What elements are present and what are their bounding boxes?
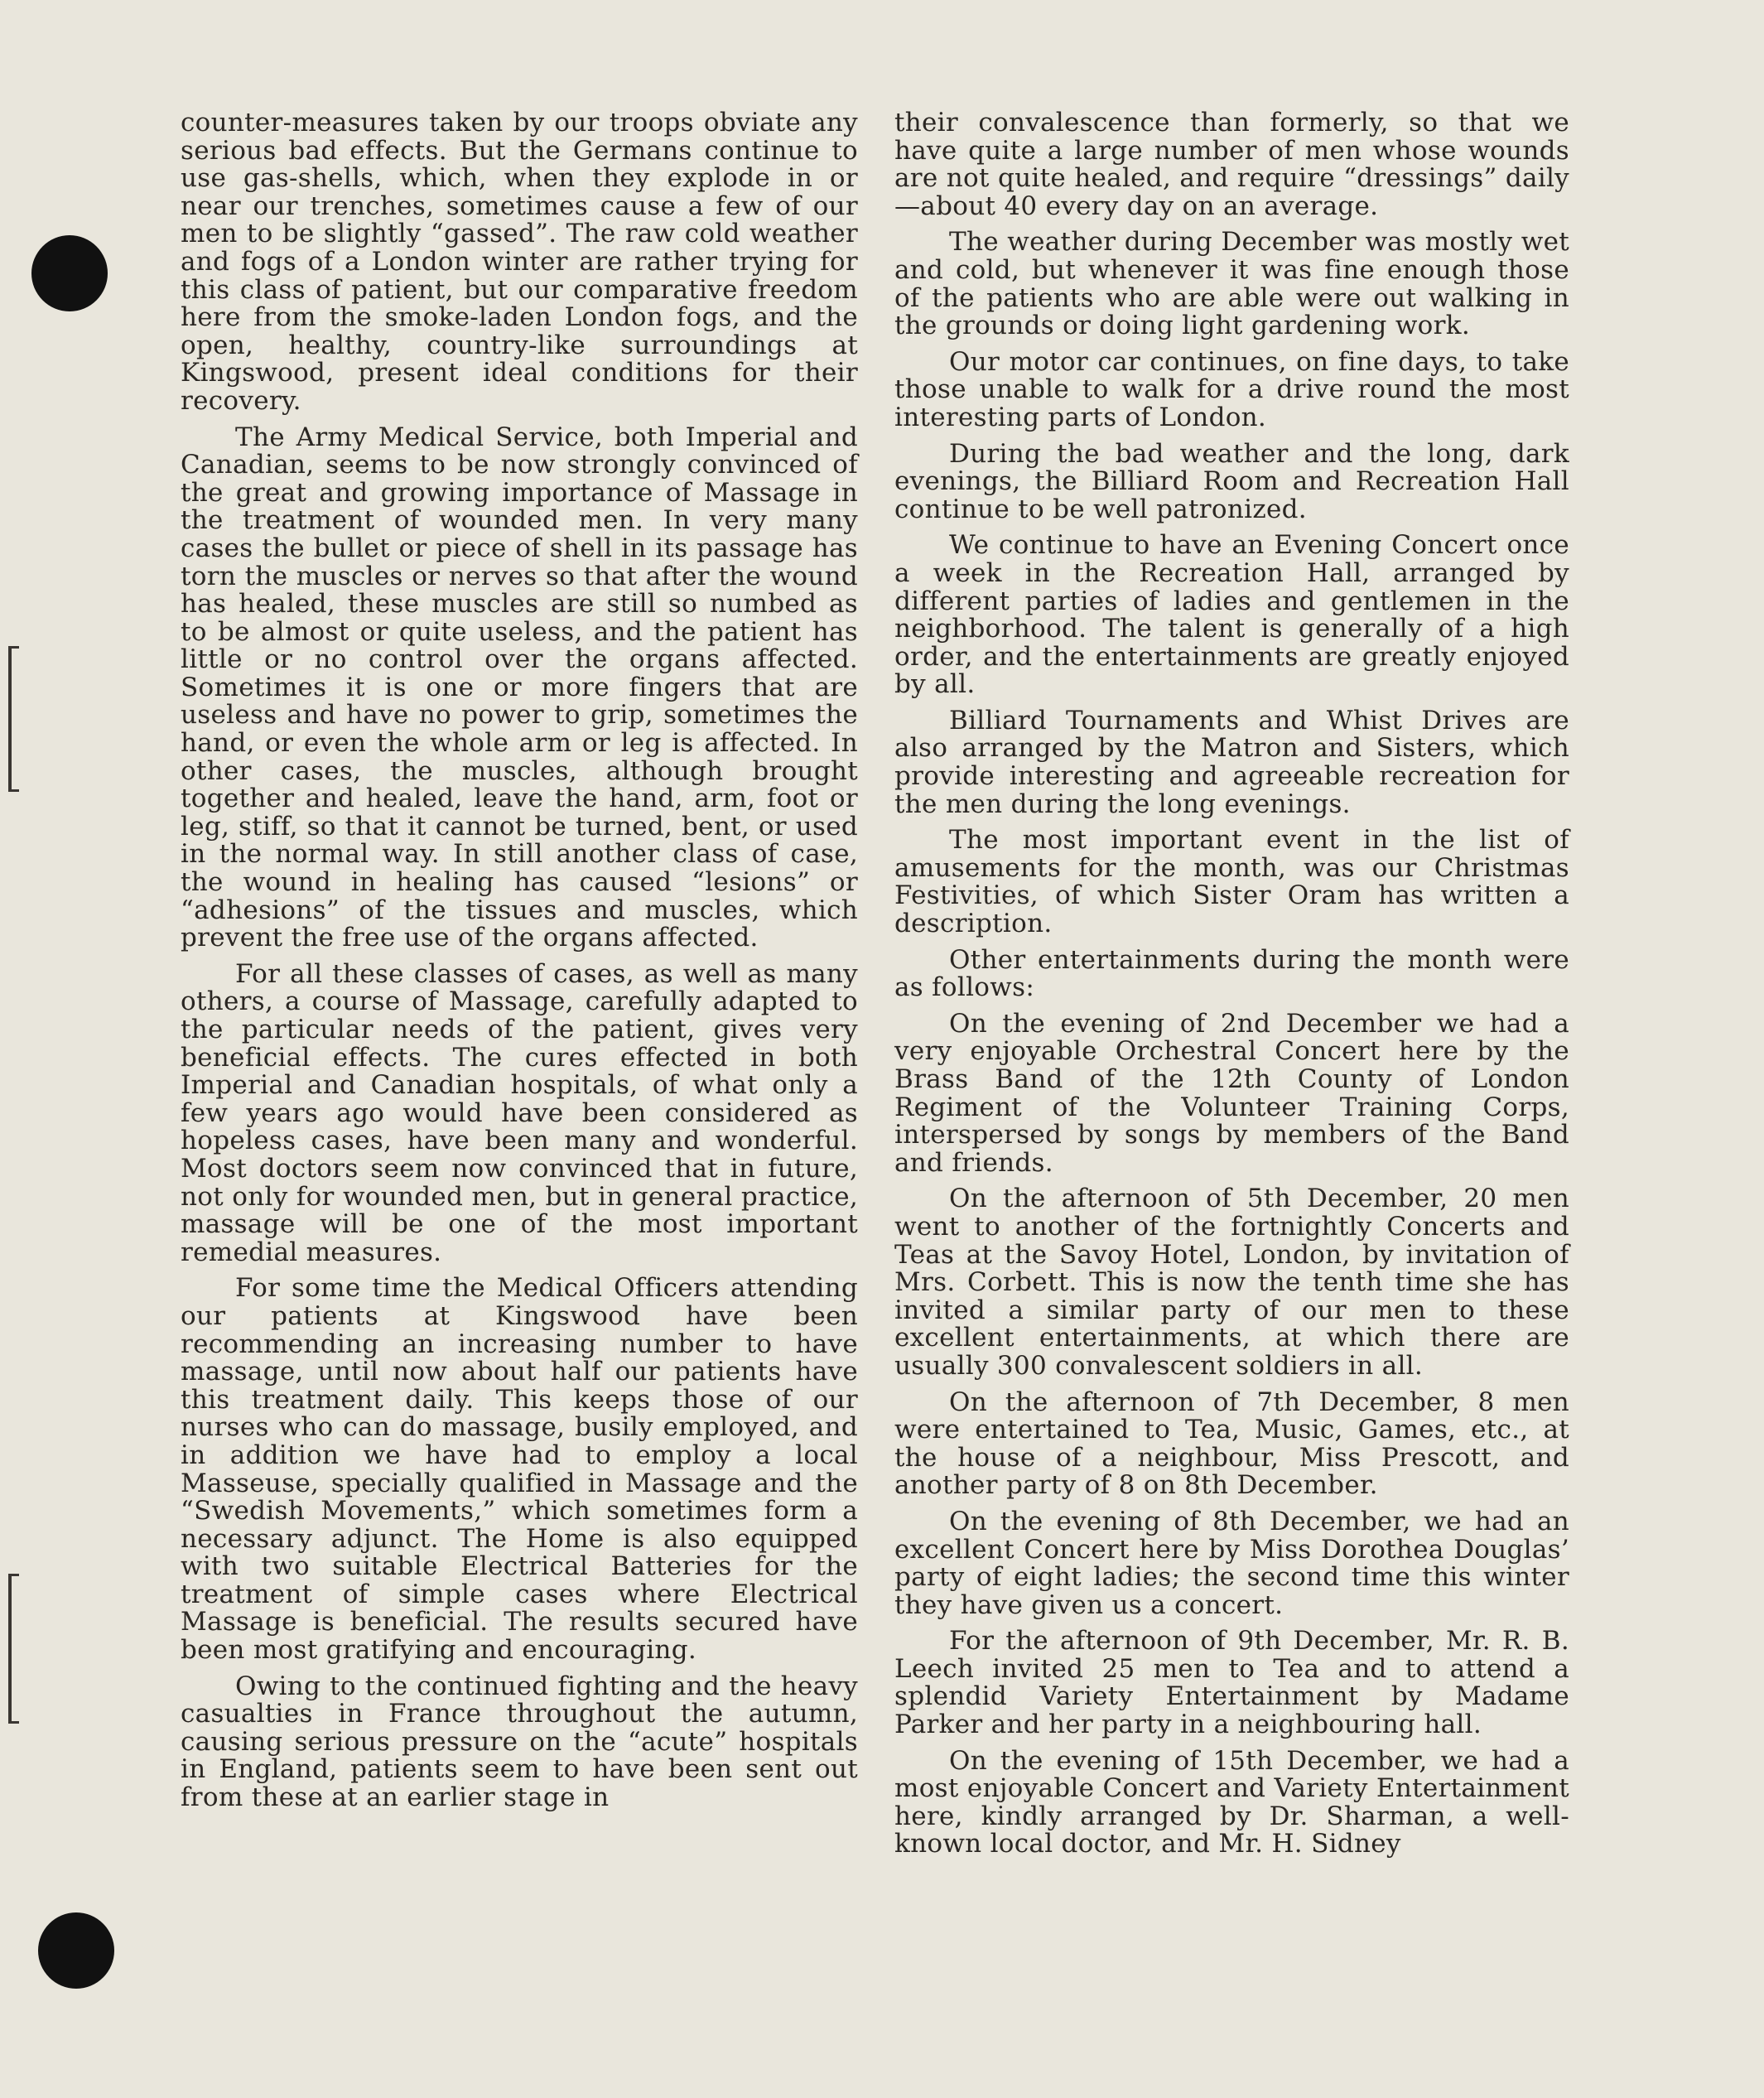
staple-mark [8,646,19,792]
paragraph: Owing to the continued fighting and the heavy casualties in France throughout the autumn, causing serious pressure on the “acute” hospitals in England, patients seem to have been sent out from these at an earlier stage in [181,1671,858,1813]
paragraph: The Army Medical Service, both Imperial and Canadian, seems to be now strongly convinced of the great and growing importance of Massage in the treatment of wounded men. In very many cases the bullet or piece of shell in its passage has torn the muscles or nerves so that after the wound has healed, these muscles are still so numbed as to be almost or quite useless, and the patient has little or no control over the organs affected. Sometimes it is one or more fingers that are useless and have no power to grip, sometimes the hand, or even the whole arm or leg is affected. In other cases, the muscles, although brought together and healed, leave the hand, arm, foot or leg, stiff, so that it cannot be turned, bent, or used in the normal way. In still another class of case, the wound in healing has caused “lesions” or “adhesions” of the tissues and muscles, which prevent the free use of the organs affected. [181,422,858,953]
punch-hole [38,1912,114,1989]
paragraph: Our motor car continues, on fine days, to take those unable to walk for a drive round the most interesting parts of London. [894,346,1569,432]
staple-mark [8,1574,19,1724]
paragraph: We continue to have an Evening Concert once a week in the Recreation Hall, arranged by different parties of ladies and gentlemen in the neighborhood. The talent is generally of a high order, and the entertainments are greatly enjoyed by all. [894,530,1569,700]
paragraph: The most important event in the list of amusements for the month, was our Christmas Festivities, of which Sister Oram has written a description. [894,825,1569,939]
paragraph: their convalescence than formerly, so that we have quite a large number of men whose wounds are not quite healed, and require “dressings” daily—about 40 every day on an average. [894,108,1569,221]
paragraph: On the evening of 15th December, we had a most enjoyable Concert and Variety Entertainment here, kindly arranged by Dr. Sharman, a well-known local doctor, and Mr. H. Sidney [894,1745,1569,1859]
punch-hole [31,235,108,311]
paragraph: counter-measures taken by our troops obviate any serious bad effects. But the Germans continue to use gas-shells, which, when they explode in or near our trenches, sometimes cause a few of our men to be slightly “gassed”. The raw cold weather and fogs of a London winter are rather trying for this class of patient, but our comparative freedom here from the smoke-laden London fogs, and the open, healthy, country-like surroundings at Kingswood, present ideal conditions for their recovery. [181,108,858,416]
paragraph: Other entertainments during the month were as follows: [894,944,1569,1003]
paragraph: Billiard Tournaments and Whist Drives are also arranged by the Matron and Sisters, which provide interesting and agreeable recreation for the men during the long evenings. [894,705,1569,819]
paragraph: On the afternoon of 7th December, 8 men were entertained to Tea, Music, Games, etc., at the house of a neighbour, Miss Prescott, and another party of 8 on 8th December. [894,1387,1569,1501]
paragraph: On the evening of 8th December, we had an excellent Concert here by Miss Dorothea Douglas’ party of eight ladies; the second time this winter they have given us a concert. [894,1506,1569,1620]
paragraph: On the afternoon of 5th December, 20 men went to another of the fortnightly Concerts and Teas at the Savoy Hotel, London, by invitation of Mrs. Corbett. This is now the tenth time she has invited a similar party of our men to these excellent entertainments, at which there are usually 300 convalescent soldiers in all. [894,1184,1569,1381]
paragraph: During the bad weather and the long, dark evenings, the Billiard Room and Recreation Hall continue to be well patronized. [894,438,1569,524]
right-column [894,109,1569,1859]
paragraph: On the evening of 2nd December we had a very enjoyable Orchestral Concert here by the Brass Band of the 12th County of London Regiment of the Volunteer Training Corps, interspersed by songs by members of the Band and friends. [894,1008,1569,1178]
paragraph: For some time the Medical Officers attending our patients at Kingswood have been recommending an increasing number to have massage, until now about half our patients have this treatment daily. This keeps those of our nurses who can do massage, busily employed, and in addition we have had to employ a local Masseuse, specially qualified in Massage and the “Swedish Movements,” which sometimes form a necessary adjunct. The Home is also equipped with two suitable Electrical Batteries for the treatment of simple cases where Electrical Massage is beneficial. The results secured have been most gratifying and encouraging. [181,1273,858,1666]
paragraph: For the afternoon of 9th December, Mr. R. B. Leech invited 25 men to Tea and to attend a splendid Variety Entertainment by Madame Parker and her party in a neighbouring hall. [894,1626,1569,1740]
paragraph: For all these classes of cases, as well as many others, a course of Massage, carefully adapted to the particular needs of the patient, gives very beneficial effects. The cures effected in both Imperial and Canadian hospitals, of what only a few years ago would have been considered as hopeless cases, have been many and wonderful. Most doctors seem now convinced that in future, not only for wounded men, but in general practice, massage will be one of the most important remedial measures. [181,958,858,1267]
paragraph: The weather during December was mostly wet and cold, but whenever it was fine enough those of the patients who are able were out walking in the grounds or doing light gardening work. [894,227,1569,341]
left-column [181,109,858,1812]
